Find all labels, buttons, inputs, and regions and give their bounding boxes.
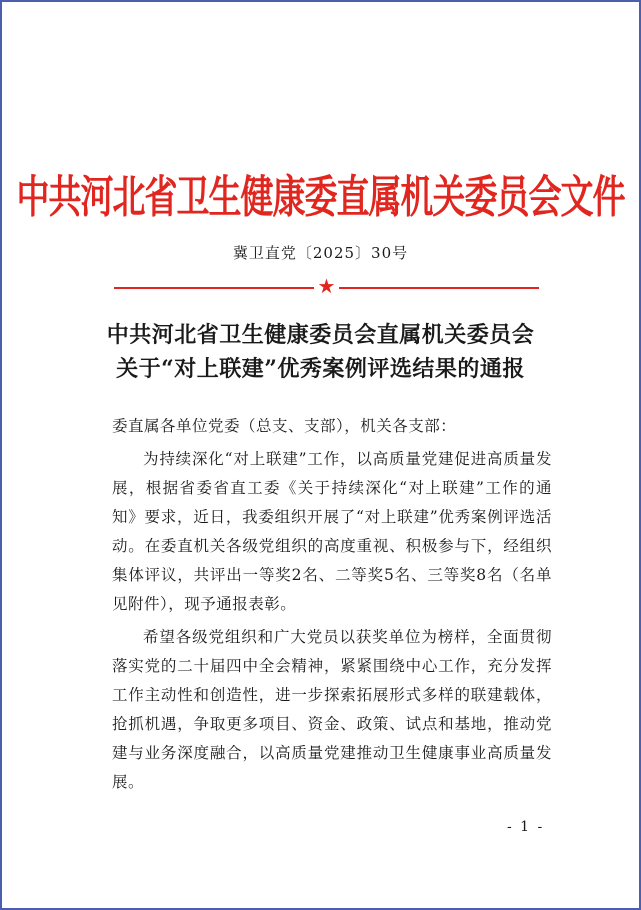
body-paragraph-2: 希望各级党组织和广大党员以获奖单位为榜样，全面贯彻落实党的二十届四中全会精神，紧紧围绕中心工作，充分发挥工作主动性和创造性，进一步探索拓展形式多样的联建载体，抢抓机遇，争取更多项目、资金、政策、试点和基地，推动党建与业务深度融合，以高质量党建推动卫生健康事业高质量发展。	[112, 628, 552, 791]
notice-title-line1: 中共河北省卫生健康委员会直属机关委员会	[106, 322, 535, 348]
notice-title-line2: 关于“对上联建”优秀案例评选结果的通报	[116, 356, 525, 382]
document-number: 冀卫直党〔2025〕30号	[232, 244, 409, 262]
divider-line-right	[339, 287, 539, 289]
document-header-title: 中共河北省卫生健康委直属机关委员会文件	[16, 170, 625, 223]
star-icon: ★	[317, 274, 336, 298]
divider-line-left	[114, 287, 314, 289]
notice-title	[2, 318, 639, 386]
page-number: - 1 -	[507, 819, 545, 835]
salutation: 委直属各单位党委（总支、支部），机关各支部：	[112, 417, 457, 435]
red-divider	[114, 274, 539, 298]
document-body	[112, 412, 552, 801]
body-paragraph-1: 为持续深化“对上联建”工作，以高质量党建促进高质量发展，根据省委省直工委《关于持续深化“对上联建”工作的通知》要求，近日，我委组织开展了“对上联建”优秀案例评选活动。在委直机关各级党组织的高度重视、积极参与下，经组织集体评议，共评出一等奖2名、二等奖5名、三等奖8名（名单见附件），现予通报表彰。	[112, 450, 552, 613]
